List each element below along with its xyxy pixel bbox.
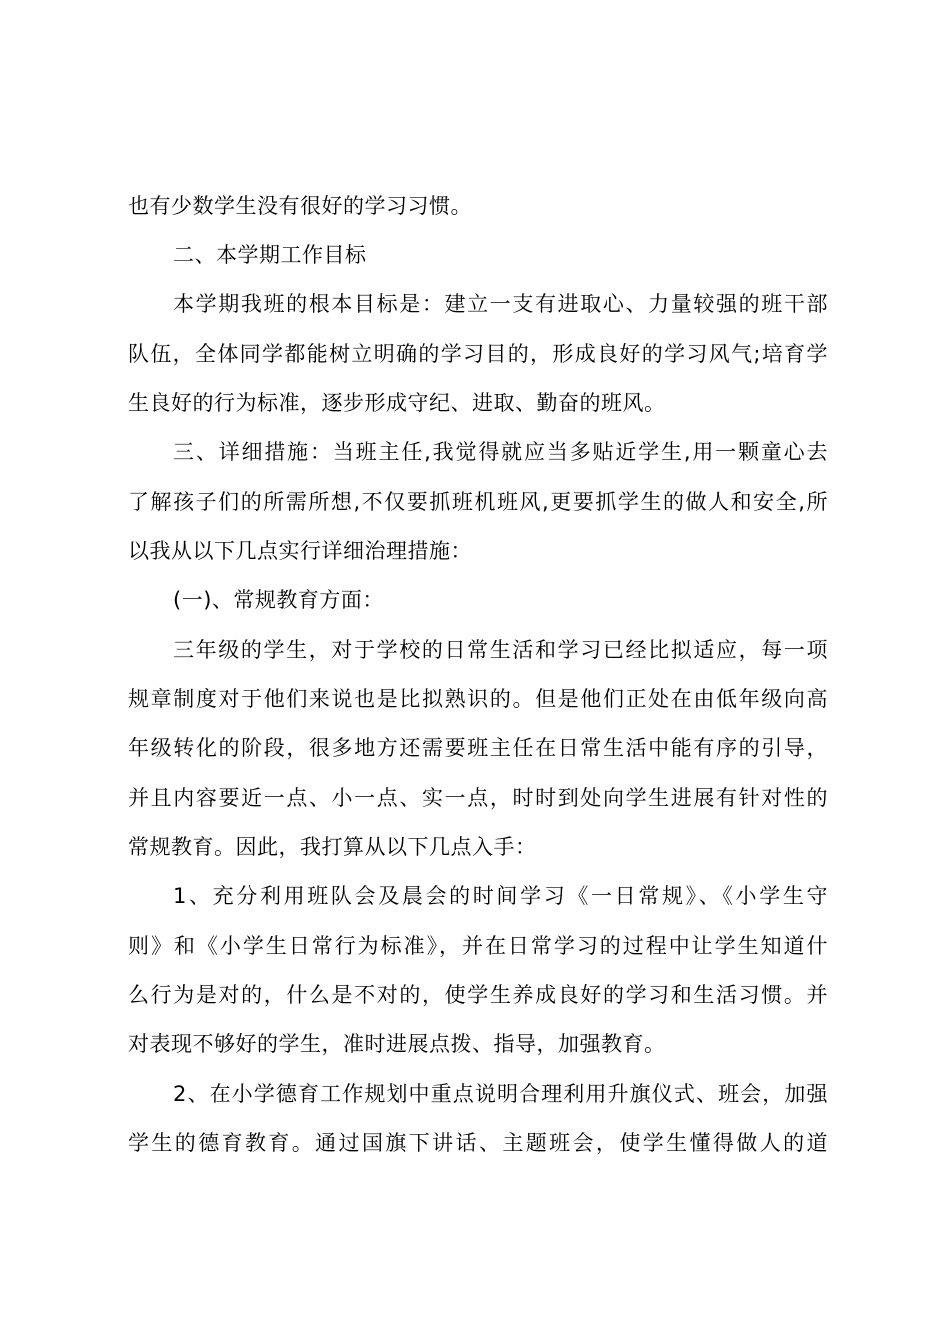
list-item-1: 1、充分利用班队会及晨会的时间学习《一日常规》、《小学生守 xyxy=(173,884,828,908)
text-line: 本学期我班的根本目标是：建立一支有进取心、力量较强的班干部 xyxy=(173,292,828,316)
text-line: 生良好的行为标准，逐步形成守纪、进取、勤奋的班风。 xyxy=(128,391,666,415)
list-item-2: 2、在小学德育工作规划中重点说明合理利用升旗仪式、班会，加强 xyxy=(173,1082,828,1106)
text-line: 年级转化的阶段，很多地方还需要班主任在日常生活中能有序的引导， xyxy=(128,736,828,760)
text-line: 也有少数学生没有很好的学习习惯。 xyxy=(128,194,472,218)
section-heading: 三、详细措施：当班主任,我觉得就应当多贴近学生,用一颗童心去 xyxy=(173,440,828,464)
text-line: 以我从以下几点实行详细治理措施： xyxy=(128,539,472,563)
text-line: 么行为是对的，什么是不对的，使学生养成良好的学习和生活习惯。并 xyxy=(128,983,828,1007)
text-line: 了解孩子们的所需所想,不仅要抓班机班风,更要抓学生的做人和安全,所 xyxy=(128,490,828,514)
text-line: 规章制度对于他们来说也是比拟熟识的。但是他们正处在由低年级向高 xyxy=(128,687,828,711)
text-line: 三年级的学生，对于学校的日常生活和学习已经比拟适应，每一项 xyxy=(173,638,828,662)
text-line: 则》和《小学生日常行为标准》，并在日常学习的过程中让学生知道什 xyxy=(128,934,828,958)
section-heading: 二、本学期工作目标 xyxy=(173,243,367,267)
text-line: 队伍，全体同学都能树立明确的学习目的，形成良好的学习风气;培育学 xyxy=(128,342,828,366)
text-line: 学生的德育教育。通过国旗下讲话、主题班会，使学生懂得做人的道 xyxy=(128,1131,828,1155)
text-line: 对表现不够好的学生，准时进展点拨、指导，加强教育。 xyxy=(128,1032,666,1056)
subsection-heading: (一)、常规教育方面： xyxy=(173,588,384,612)
text-line: 常规教育。因此，我打算从以下几点入手： xyxy=(128,835,537,859)
text-line: 并且内容要近一点、小一点、实一点，时时到处向学生进展有针对性的 xyxy=(128,786,828,810)
